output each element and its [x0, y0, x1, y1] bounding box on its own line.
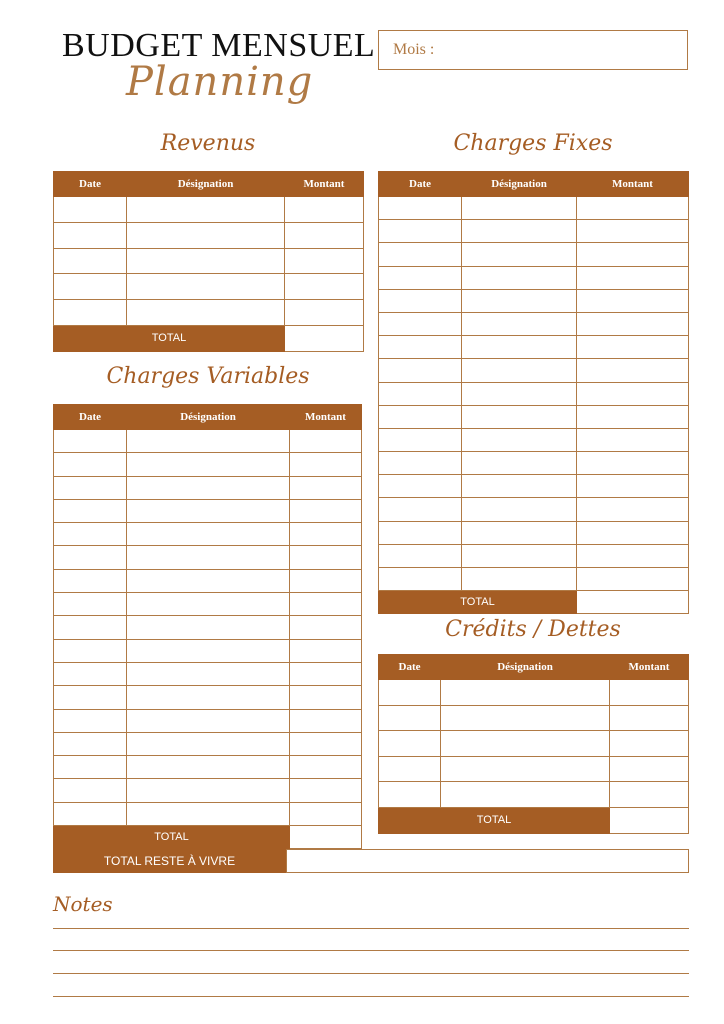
charges-fixes-cell-montant[interactable] [577, 521, 689, 544]
charges-fixes-cell-designation[interactable] [462, 359, 577, 382]
charges-fixes-cell-designation[interactable] [462, 312, 577, 335]
charges-fixes-cell-montant[interactable] [577, 405, 689, 428]
charges-fixes-cell-date[interactable] [379, 544, 462, 567]
revenus-cell-designation[interactable] [127, 197, 285, 223]
charges-fixes-cell-designation[interactable] [462, 197, 577, 220]
charges-fixes-row [379, 568, 689, 591]
charges-fixes-cell-date[interactable] [379, 475, 462, 498]
charges-variables-cell-date[interactable] [54, 756, 127, 779]
revenus-cell-designation[interactable] [127, 300, 285, 326]
charges-variables-cell-montant[interactable] [290, 593, 362, 616]
credits-cell-designation[interactable] [441, 680, 610, 706]
revenus-cell-designation[interactable] [127, 274, 285, 300]
revenus-total-value[interactable] [285, 325, 364, 351]
charges-fixes-table [378, 171, 689, 614]
charges-fixes-row [379, 544, 689, 567]
charges-variables-title: Charges Variables [106, 364, 310, 389]
revenus-table [53, 171, 364, 352]
charges-fixes-row [379, 475, 689, 498]
charges-fixes-cell-designation[interactable] [462, 498, 577, 521]
charges-fixes-cell-designation[interactable] [462, 568, 577, 591]
revenus-cell-date[interactable] [54, 248, 127, 274]
revenus-cell-montant[interactable] [285, 222, 364, 248]
charges-variables-cell-date[interactable] [54, 453, 127, 476]
revenus-header-montant: Montant [285, 172, 364, 197]
revenus-cell-designation[interactable] [127, 248, 285, 274]
credits-cell-montant[interactable] [610, 782, 689, 808]
charges-fixes-row [379, 498, 689, 521]
revenus-cell-date[interactable] [54, 197, 127, 223]
credits-cell-date[interactable] [379, 680, 441, 706]
revenus-row [54, 300, 364, 326]
charges-fixes-cell-date[interactable] [379, 405, 462, 428]
charges-fixes-cell-date[interactable] [379, 359, 462, 382]
credits-total-label: TOTAL [379, 807, 610, 833]
charges-fixes-cell-date[interactable] [379, 521, 462, 544]
credits-cell-montant[interactable] [610, 705, 689, 731]
credits-cell-date[interactable] [379, 756, 441, 782]
revenus-header-date: Date [54, 172, 127, 197]
charges-fixes-total-label: TOTAL [379, 591, 577, 614]
charges-variables-cell-montant[interactable] [290, 709, 362, 732]
charges-variables-cell-montant[interactable] [290, 686, 362, 709]
charges-fixes-row [379, 289, 689, 312]
charges-variables-cell-designation[interactable] [127, 523, 290, 546]
charges-variables-cell-montant[interactable] [290, 569, 362, 592]
charges-fixes-cell-designation[interactable] [462, 452, 577, 475]
charges-variables-cell-montant[interactable] [290, 662, 362, 685]
notes-title: Notes [53, 892, 113, 916]
charges-variables-cell-montant[interactable] [290, 523, 362, 546]
charges-fixes-row [379, 382, 689, 405]
charges-fixes-cell-montant[interactable] [577, 336, 689, 359]
charges-fixes-row [379, 428, 689, 451]
revenus-cell-date[interactable] [54, 300, 127, 326]
revenus-cell-date[interactable] [54, 274, 127, 300]
revenus-cell-designation[interactable] [127, 222, 285, 248]
charges-fixes-cell-date[interactable] [379, 197, 462, 220]
charges-fixes-row [379, 312, 689, 335]
charges-fixes-total-value[interactable] [577, 591, 689, 614]
charges-variables-row [54, 593, 362, 616]
credits-cell-montant[interactable] [610, 756, 689, 782]
credits-cell-date[interactable] [379, 705, 441, 731]
charges-variables-cell-date[interactable] [54, 476, 127, 499]
charges-variables-header-date: Date [54, 405, 127, 430]
charges-fixes-cell-designation[interactable] [462, 266, 577, 289]
charges-variables-cell-montant[interactable] [290, 779, 362, 802]
charges-fixes-cell-date[interactable] [379, 220, 462, 243]
charges-fixes-cell-designation[interactable] [462, 544, 577, 567]
charges-fixes-row [379, 405, 689, 428]
charges-variables-cell-date[interactable] [54, 639, 127, 662]
charges-variables-cell-montant[interactable] [290, 546, 362, 569]
credits-cell-designation[interactable] [441, 782, 610, 808]
charges-fixes-cell-montant[interactable] [577, 428, 689, 451]
charges-fixes-row [379, 521, 689, 544]
charges-variables-cell-date[interactable] [54, 709, 127, 732]
charges-variables-cell-date[interactable] [54, 430, 127, 453]
charges-variables-cell-designation[interactable] [127, 453, 290, 476]
credits-row [379, 756, 689, 782]
charges-variables-row [54, 430, 362, 453]
credits-title: Crédits / Dettes [445, 617, 621, 642]
charges-fixes-cell-montant[interactable] [577, 243, 689, 266]
charges-variables-total-value[interactable] [290, 826, 362, 849]
charges-variables-cell-designation[interactable] [127, 546, 290, 569]
charges-variables-cell-montant[interactable] [290, 732, 362, 755]
charges-fixes-cell-designation[interactable] [462, 405, 577, 428]
charges-variables-cell-montant[interactable] [290, 430, 362, 453]
charges-fixes-cell-montant[interactable] [577, 266, 689, 289]
charges-variables-row [54, 639, 362, 662]
charges-variables-row [54, 732, 362, 755]
notes-line[interactable] [53, 950, 689, 951]
charges-variables-cell-montant[interactable] [290, 756, 362, 779]
charges-variables-cell-date[interactable] [54, 499, 127, 522]
charges-variables-cell-montant[interactable] [290, 453, 362, 476]
credits-cell-date[interactable] [379, 782, 441, 808]
revenus-total-label: TOTAL [54, 325, 285, 351]
charges-variables-cell-designation[interactable] [127, 662, 290, 685]
charges-variables-row [54, 662, 362, 685]
charges-fixes-cell-date[interactable] [379, 243, 462, 266]
charges-fixes-cell-montant[interactable] [577, 382, 689, 405]
credits-row [379, 731, 689, 757]
charges-variables-cell-date[interactable] [54, 546, 127, 569]
revenus-row [54, 274, 364, 300]
charges-fixes-title: Charges Fixes [453, 131, 613, 156]
notes-line[interactable] [53, 996, 689, 997]
charges-variables-cell-designation[interactable] [127, 593, 290, 616]
credits-cell-montant[interactable] [610, 731, 689, 757]
charges-variables-row [54, 523, 362, 546]
charges-fixes-cell-montant[interactable] [577, 312, 689, 335]
charges-fixes-cell-montant[interactable] [577, 220, 689, 243]
charges-variables-cell-date[interactable] [54, 802, 127, 825]
charges-fixes-cell-date[interactable] [379, 428, 462, 451]
charges-fixes-cell-montant[interactable] [577, 498, 689, 521]
charges-variables-cell-designation[interactable] [127, 499, 290, 522]
charges-variables-cell-date[interactable] [54, 686, 127, 709]
charges-variables-cell-date[interactable] [54, 523, 127, 546]
credits-header-designation: Désignation [441, 655, 610, 680]
charges-fixes-cell-montant[interactable] [577, 289, 689, 312]
charges-fixes-cell-date[interactable] [379, 498, 462, 521]
charges-variables-cell-designation[interactable] [127, 616, 290, 639]
credits-row [379, 782, 689, 808]
charges-variables-row [54, 453, 362, 476]
credits-cell-montant[interactable] [610, 680, 689, 706]
charges-fixes-row [379, 266, 689, 289]
charges-variables-cell-date[interactable] [54, 569, 127, 592]
credits-cell-designation[interactable] [441, 731, 610, 757]
charges-variables-header-designation: Désignation [127, 405, 290, 430]
charges-fixes-cell-date[interactable] [379, 289, 462, 312]
revenus-header-designation: Désignation [127, 172, 285, 197]
charges-variables-cell-date[interactable] [54, 779, 127, 802]
charges-fixes-cell-designation[interactable] [462, 382, 577, 405]
charges-fixes-cell-designation[interactable] [462, 428, 577, 451]
charges-variables-row [54, 616, 362, 639]
charges-fixes-cell-montant[interactable] [577, 544, 689, 567]
charges-variables-cell-designation[interactable] [127, 686, 290, 709]
charges-variables-cell-date[interactable] [54, 593, 127, 616]
revenus-cell-montant[interactable] [285, 248, 364, 274]
charges-fixes-cell-date[interactable] [379, 266, 462, 289]
charges-variables-cell-designation[interactable] [127, 802, 290, 825]
revenus-row [54, 222, 364, 248]
charges-variables-row [54, 569, 362, 592]
credits-cell-date[interactable] [379, 731, 441, 757]
month-label: Mois : [393, 41, 435, 58]
charges-fixes-cell-designation[interactable] [462, 289, 577, 312]
charges-fixes-cell-montant[interactable] [577, 197, 689, 220]
charges-variables-cell-designation[interactable] [127, 779, 290, 802]
credits-total-value[interactable] [610, 807, 689, 833]
charges-variables-cell-date[interactable] [54, 662, 127, 685]
charges-fixes-cell-montant[interactable] [577, 359, 689, 382]
revenus-row [54, 248, 364, 274]
charges-fixes-header-designation: Désignation [462, 172, 577, 197]
page-subtitle: Planning [126, 59, 314, 105]
revenus-cell-montant[interactable] [285, 274, 364, 300]
revenus-title: Revenus [160, 131, 256, 156]
charges-variables-row [54, 802, 362, 825]
charges-fixes-cell-date[interactable] [379, 452, 462, 475]
credits-row [379, 705, 689, 731]
charges-fixes-cell-montant[interactable] [577, 475, 689, 498]
charges-fixes-row [379, 452, 689, 475]
charges-variables-cell-designation[interactable] [127, 709, 290, 732]
charges-fixes-cell-date[interactable] [379, 312, 462, 335]
credits-header-montant: Montant [610, 655, 689, 680]
charges-variables-cell-designation[interactable] [127, 756, 290, 779]
page-title: BUDGET MENSUEL [62, 27, 376, 64]
charges-variables-row [54, 686, 362, 709]
charges-variables-cell-montant[interactable] [290, 616, 362, 639]
charges-variables-cell-montant[interactable] [290, 802, 362, 825]
charges-variables-row [54, 546, 362, 569]
charges-fixes-cell-designation[interactable] [462, 521, 577, 544]
credits-row [379, 680, 689, 706]
charges-fixes-cell-designation[interactable] [462, 475, 577, 498]
charges-variables-total-label: TOTAL [54, 826, 290, 849]
credits-cell-designation[interactable] [441, 756, 610, 782]
notes-line[interactable] [53, 928, 689, 929]
charges-variables-cell-date[interactable] [54, 732, 127, 755]
revenus-cell-montant[interactable] [285, 300, 364, 326]
revenus-row [54, 197, 364, 223]
credits-table [378, 654, 689, 834]
charges-variables-row [54, 709, 362, 732]
charges-variables-cell-montant[interactable] [290, 639, 362, 662]
charges-variables-cell-montant[interactable] [290, 476, 362, 499]
charges-variables-row [54, 756, 362, 779]
charges-fixes-cell-montant[interactable] [577, 452, 689, 475]
charges-variables-cell-designation[interactable] [127, 476, 290, 499]
charges-fixes-cell-date[interactable] [379, 568, 462, 591]
notes-line[interactable] [53, 973, 689, 974]
charges-variables-cell-designation[interactable] [127, 732, 290, 755]
charges-fixes-header-montant: Montant [577, 172, 689, 197]
credits-cell-designation[interactable] [441, 705, 610, 731]
revenus-cell-date[interactable] [54, 222, 127, 248]
charges-fixes-cell-designation[interactable] [462, 336, 577, 359]
charges-variables-row [54, 779, 362, 802]
charges-fixes-cell-designation[interactable] [462, 243, 577, 266]
charges-variables-cell-designation[interactable] [127, 639, 290, 662]
charges-fixes-cell-montant[interactable] [577, 568, 689, 591]
charges-fixes-cell-date[interactable] [379, 336, 462, 359]
credits-header-date: Date [379, 655, 441, 680]
charges-fixes-row [379, 336, 689, 359]
charges-variables-table [53, 404, 362, 849]
total-reste-field[interactable] [286, 849, 689, 873]
month-field[interactable] [378, 30, 688, 70]
total-reste-label: TOTAL RESTE À VIVRE [53, 849, 286, 873]
charges-fixes-row [379, 220, 689, 243]
charges-variables-header-montant: Montant [290, 405, 362, 430]
charges-fixes-cell-designation[interactable] [462, 220, 577, 243]
charges-fixes-row [379, 359, 689, 382]
charges-variables-cell-montant[interactable] [290, 499, 362, 522]
charges-fixes-cell-date[interactable] [379, 382, 462, 405]
charges-variables-cell-designation[interactable] [127, 430, 290, 453]
charges-variables-cell-date[interactable] [54, 616, 127, 639]
charges-fixes-row [379, 243, 689, 266]
charges-variables-row [54, 499, 362, 522]
charges-variables-row [54, 476, 362, 499]
charges-fixes-row [379, 197, 689, 220]
charges-fixes-header-date: Date [379, 172, 462, 197]
charges-variables-cell-designation[interactable] [127, 569, 290, 592]
revenus-cell-montant[interactable] [285, 197, 364, 223]
